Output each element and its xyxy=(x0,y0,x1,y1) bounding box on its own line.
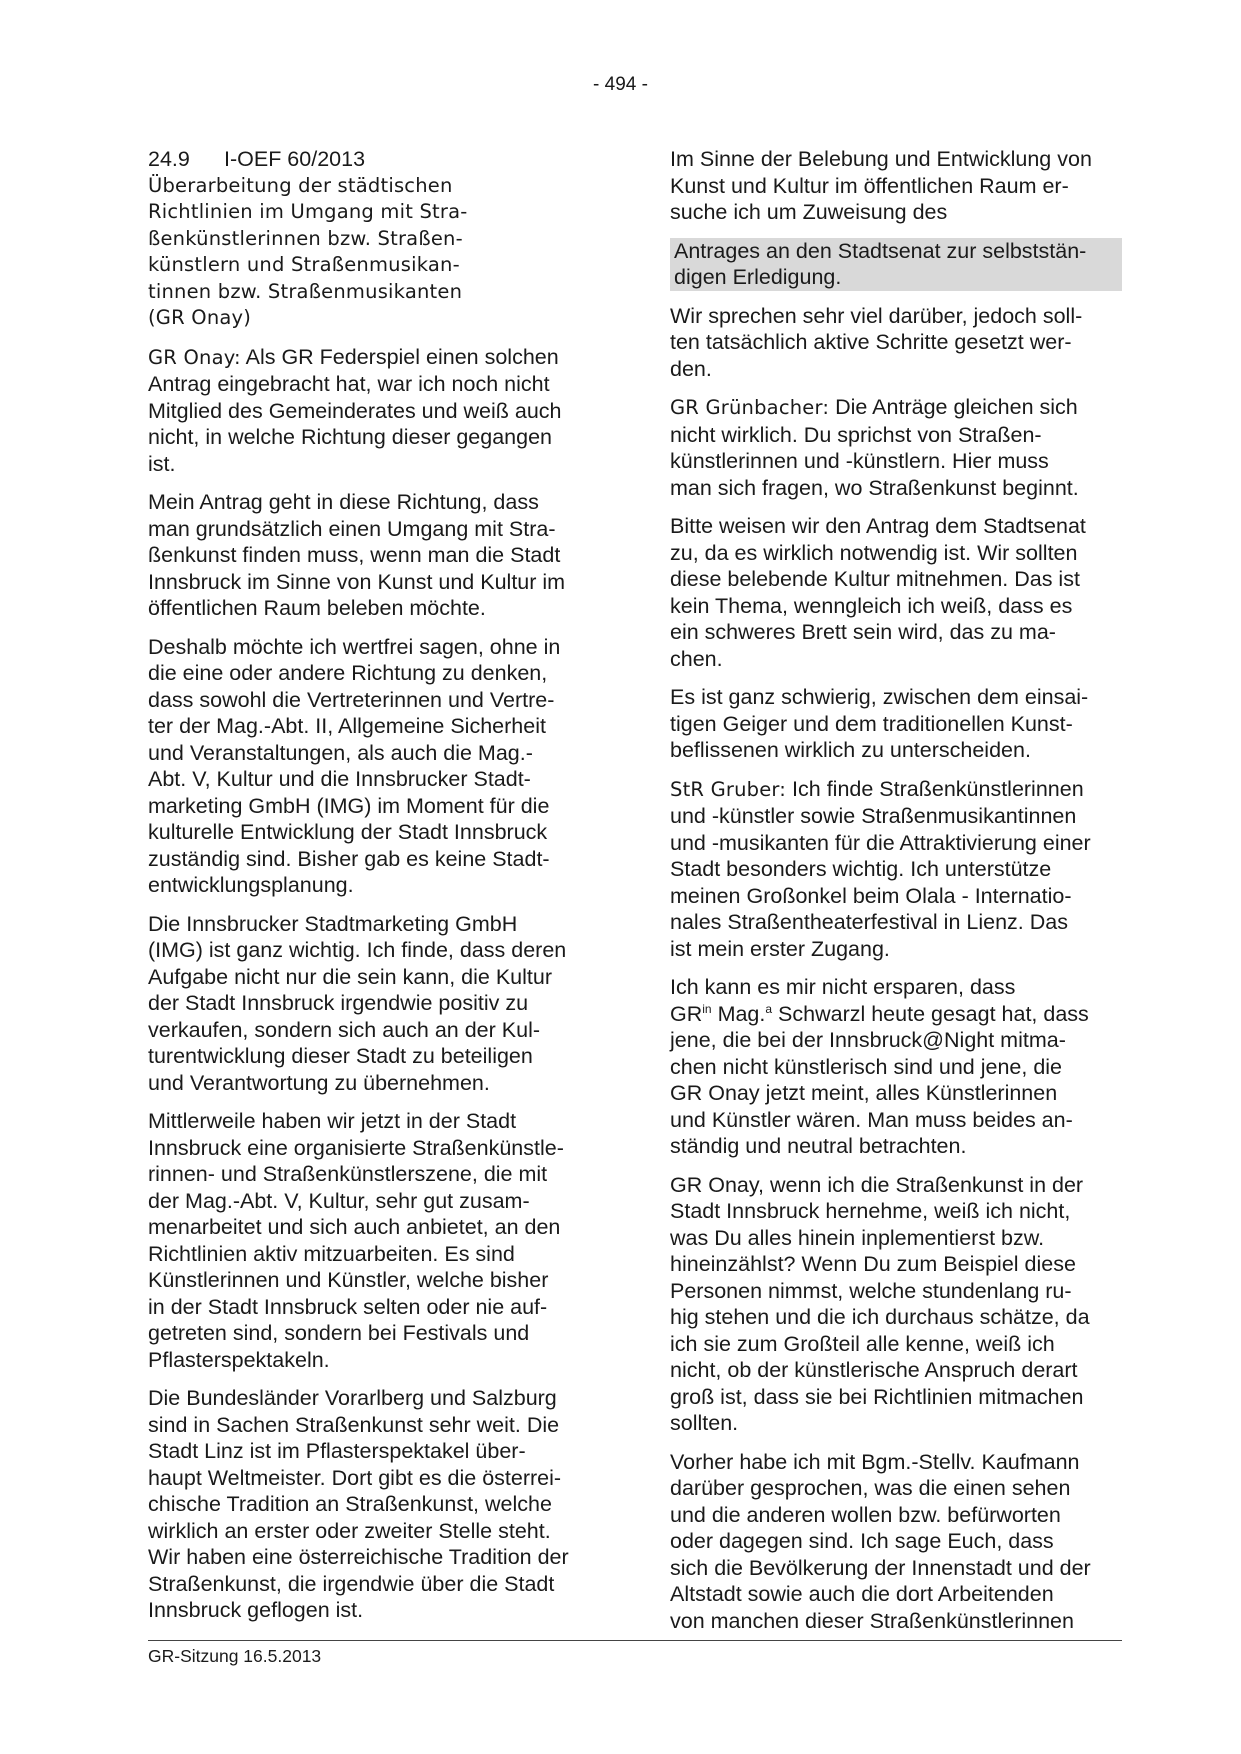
footer-session-date: GR-Sitzung 16.5.2013 xyxy=(148,1646,322,1666)
text-line: chische Tradition an Straßenkunst, welche xyxy=(148,1492,552,1516)
text-line: künstlerinnen und -künstlern. Hier muss xyxy=(670,449,1049,473)
text-line: von manchen dieser Straßenkünstlerinnen xyxy=(670,1608,1074,1633)
text-line: Bitte weisen wir den Antrag dem Stadtsenat xyxy=(670,514,1086,538)
text-line: Wir sprechen sehr viel darüber, jedoch soll- xyxy=(670,303,1083,328)
text-line: Wir haben eine österreichische Tradition der xyxy=(148,1545,569,1569)
text-line: Als GR Federspiel einen solchen xyxy=(240,344,559,369)
text-line: Künstlerinnen und Künstler, welche bisher xyxy=(148,1268,549,1292)
speaker-name: GR Grünbacher: xyxy=(670,396,830,419)
agenda-item-number: 24.9 xyxy=(148,147,190,171)
text-line: Innsbruck eine organisierte Straßenkünstle- xyxy=(148,1135,564,1160)
text-line: nales Straßentheaterfestival in Lienz. Das xyxy=(670,910,1068,934)
text-line: Richtlinien im Umgang mit Stra- xyxy=(148,200,468,223)
text-line: Die Innsbrucker Stadtmarketing GmbH xyxy=(148,911,518,936)
text-line: dass sowohl die Vertreterinnen und Vertre- xyxy=(148,687,555,712)
text-line: nicht wirklich. Du sprichst von Straßen- xyxy=(670,422,1042,447)
text-line: jene, die bei der Innsbruck@Night mitma- xyxy=(670,1028,1066,1052)
text-line: und Veranstaltungen, als auch die Mag.- xyxy=(148,740,533,765)
text-line: entwicklungsplanung. xyxy=(148,873,354,897)
text-line: der Mag.-Abt. V, Kultur, sehr gut zusam- xyxy=(148,1188,530,1213)
text-line: GR Onay, wenn ich die Straßenkunst in der xyxy=(670,1172,1084,1197)
text-line: und -künstler sowie Straßenmusikantinnen xyxy=(670,804,1077,828)
text-line: zuständig sind. Bisher gab es keine Stadt- xyxy=(148,846,550,871)
text-line: ten tatsächlich aktive Schritte gesetzt wer- xyxy=(670,330,1072,354)
text-line: Die Bundesländer Vorarlberg und Salzburg xyxy=(148,1386,557,1410)
paragraph xyxy=(670,684,1122,764)
text-line: kein Thema, wenngleich ich weiß, dass es xyxy=(670,593,1073,618)
superscript: in xyxy=(702,1001,712,1016)
text-line: in der Stadt Innsbruck selten oder nie auf- xyxy=(148,1294,548,1319)
paragraph xyxy=(148,634,600,899)
text-line: künstlern und Straßenmusikan- xyxy=(148,253,460,276)
text-line: was Du alles hinein inplementierst bzw. xyxy=(670,1225,1045,1250)
text-line: menarbeitet und sich auch anbietet, an den xyxy=(148,1215,561,1239)
text-line: sind in Sachen Straßenkunst sehr weit. Die xyxy=(148,1412,560,1437)
text-line: und -musikanten für die Attraktivierung einer xyxy=(670,830,1091,855)
agenda-item-title xyxy=(148,173,600,332)
paragraph xyxy=(670,303,1122,383)
text-line: meinen Großonkel beim Olala - Internatio- xyxy=(670,883,1072,908)
text-line: chen. xyxy=(670,646,723,671)
text-line: (GR Onay) xyxy=(148,306,252,329)
speaker-name: StR Gruber: xyxy=(670,777,787,801)
text-line: Mitglied des Gemeinderates und weiß auch xyxy=(148,398,562,423)
text-line: ßenkünstlerinnen bzw. Straßen- xyxy=(148,226,463,250)
text-line: kulturelle Entwicklung der Stadt Innsbruck xyxy=(148,820,548,844)
text-line: hig stehen und die ich durchaus schätze, da xyxy=(670,1305,1090,1329)
paragraph-text xyxy=(670,777,1091,961)
text-line: und Künstler wären. Man muss beides an- xyxy=(670,1107,1073,1132)
text-line: oder dagegen sind. Ich sage Euch, dass xyxy=(670,1529,1054,1553)
text-line: die eine oder andere Richtung zu denken, xyxy=(148,661,548,685)
text-line: öffentlichen Raum beleben möchte. xyxy=(148,596,486,620)
text-line: marketing GmbH (IMG) im Moment für die xyxy=(148,793,550,818)
text-line: Antrag eingebracht hat, war ich noch nicht xyxy=(148,372,550,396)
text-line: rinnen- und Straßenkünstlerszene, die mit xyxy=(148,1162,548,1186)
text-line: Mittlerweile haben wir jetzt in der Stadt xyxy=(148,1109,517,1133)
text-line: GR Onay jetzt meint, alles Künstlerinnen xyxy=(670,1081,1058,1105)
paragraph-text xyxy=(670,1028,1073,1158)
paragraph-onay-intro xyxy=(148,344,600,478)
text-line: hineinzählst? Wenn Du zum Beispiel diese xyxy=(670,1252,1076,1276)
text-line: darüber gesprochen, was die einen sehen xyxy=(670,1476,1071,1500)
text-line: sich die Bevölkerung der Innenstadt und der xyxy=(670,1555,1091,1580)
paragraph xyxy=(670,1172,1122,1437)
text-line: Kunst und Kultur im öffentlichen Raum er- xyxy=(670,173,1069,198)
paragraph xyxy=(670,146,1122,226)
text-line: Ich finde Straßenkünstlerinnen xyxy=(786,776,1084,801)
text-line: Innsbruck im Sinne von Kunst und Kultur im xyxy=(148,569,566,594)
text-line: Richtlinien aktiv mitzuarbeiten. Es sind xyxy=(148,1241,515,1266)
text-line: Es ist ganz schwierig, zwischen dem einsai- xyxy=(670,685,1089,709)
text-line: turentwicklung dieser Stadt zu beteiligen xyxy=(148,1044,533,1068)
text-fragment: Schwarzl heute gesagt hat, dass xyxy=(772,1001,1089,1026)
text-line: suche ich um Zuweisung des xyxy=(670,200,948,224)
text-line: digen Erledigung. xyxy=(674,265,842,289)
speaker-name: GR Onay: xyxy=(148,345,241,369)
right-column xyxy=(670,146,1122,1646)
text-line: nicht, in welche Richtung dieser gegangen xyxy=(148,425,552,449)
text-line: und Verantwortung zu übernehmen. xyxy=(148,1070,490,1095)
text-line: Aufgabe nicht nur die sein kann, die Kultur xyxy=(148,964,552,989)
text-line: ist. xyxy=(148,451,176,476)
left-column xyxy=(148,146,600,1636)
text-line: getreten sind, sondern bei Festivals und xyxy=(148,1321,530,1345)
text-line: Überarbeitung der städtischen xyxy=(148,173,453,197)
agenda-item-reference: I-OEF 60/2013 xyxy=(224,147,366,171)
text-line: man grundsätzlich einen Umgang mit Stra- xyxy=(148,516,556,541)
text-line: ist mein erster Zugang. xyxy=(670,936,890,961)
paragraph-schwarzl xyxy=(670,974,1122,1160)
paragraph xyxy=(670,513,1122,672)
agenda-item-heading xyxy=(148,146,600,173)
paragraph-gruenbacher xyxy=(670,394,1122,501)
text-line: Antrages an den Stadtsenat zur selbststän- xyxy=(674,238,1087,263)
text-line: wirklich an erster oder zweiter Stelle steht. xyxy=(148,1518,551,1543)
paragraph xyxy=(148,911,600,1097)
text-line: nicht, ob der künstlerische Anspruch derart xyxy=(670,1358,1078,1382)
text-line: groß ist, dass sie bei Richtlinien mitmachen xyxy=(670,1384,1084,1409)
text-line: tinnen bzw. Straßenmusikanten xyxy=(148,279,463,303)
text-line: ein schweres Brett sein wird, das zu ma- xyxy=(670,620,1056,644)
text-line: Stadt Innsbruck hernehme, weiß ich nicht, xyxy=(670,1199,1071,1223)
text-line: Mein Antrag geht in diese Richtung, dass xyxy=(148,490,539,514)
text-line: Stadt Linz ist im Pflasterspektakel über- xyxy=(148,1439,526,1463)
text-line: Im Sinne der Belebung und Entwicklung von xyxy=(670,147,1092,171)
text-line: Deshalb möchte ich wertfrei sagen, ohne in xyxy=(148,634,561,659)
text-line: und die anderen wollen bzw. befürworten xyxy=(670,1502,1061,1527)
text-line: ich sie zum Großteil alle kenne, weiß ich xyxy=(670,1331,1055,1356)
paragraph xyxy=(670,1449,1122,1635)
text-line: Stadt besonders wichtig. Ich unterstütze xyxy=(670,857,1052,881)
footer-divider xyxy=(148,1640,1122,1641)
text-fragment: GR xyxy=(670,1001,703,1026)
text-line: Ich kann es mir nicht ersparen, dass xyxy=(670,975,1016,999)
text-line: Abt. V, Kultur und die Innsbrucker Stadt- xyxy=(148,767,531,791)
text-line: Pflasterspektakeln. xyxy=(148,1347,330,1372)
text-line: tigen Geiger und dem traditionellen Kunst- xyxy=(670,711,1073,736)
paragraph xyxy=(148,1108,600,1373)
text-line: zu, da es wirklich notwendig ist. Wir sollten xyxy=(670,540,1078,565)
paragraph-gruber xyxy=(670,776,1122,963)
text-fragment: Mag. xyxy=(711,1001,766,1026)
paragraph xyxy=(148,1385,600,1624)
text-line: ter der Mag.-Abt. II, Allgemeine Sicherheit xyxy=(148,714,546,738)
text-line: chen nicht künstlerisch sind und jene, die xyxy=(670,1054,1063,1079)
superscript: a xyxy=(765,1001,773,1016)
text-line: den. xyxy=(670,356,712,381)
text-line: (IMG) ist ganz wichtig. Ich finde, dass deren xyxy=(148,938,567,962)
page-number: - 494 - xyxy=(593,74,648,95)
text-line: der Stadt Innsbruck irgendwie positiv zu xyxy=(148,991,529,1015)
text-line: ständig und neutral betrachten. xyxy=(670,1134,967,1158)
text-line: beflissenen wirklich zu unterscheiden. xyxy=(670,738,1031,762)
text-line: Straßenkunst, die irgendwie über die Stadt xyxy=(148,1571,555,1596)
text-line: verkaufen, sondern sich auch an der Kul- xyxy=(148,1017,541,1042)
text-line: man sich fragen, wo Straßenkunst beginnt. xyxy=(670,475,1079,500)
paragraph xyxy=(148,489,600,622)
text-line: Altstadt sowie auch die dort Arbeitenden xyxy=(670,1582,1054,1606)
text-line: ßenkunst finden muss, wenn man die Stadt xyxy=(148,543,561,567)
text-line: diese belebende Kultur mitnehmen. Das ist xyxy=(670,567,1080,591)
highlighted-motion xyxy=(670,238,1122,291)
text-line: Die Anträge gleichen sich xyxy=(829,395,1078,419)
text-line: Innsbruck geflogen ist. xyxy=(148,1598,364,1622)
text-line: Vorher habe ich mit Bgm.-Stellv. Kaufmann xyxy=(670,1449,1080,1474)
text-line: Personen nimmst, welche stundenlang ru- xyxy=(670,1278,1072,1303)
text-line: sollten. xyxy=(670,1411,739,1435)
text-line: haupt Weltmeister. Dort gibt es die österrei- xyxy=(148,1465,562,1490)
